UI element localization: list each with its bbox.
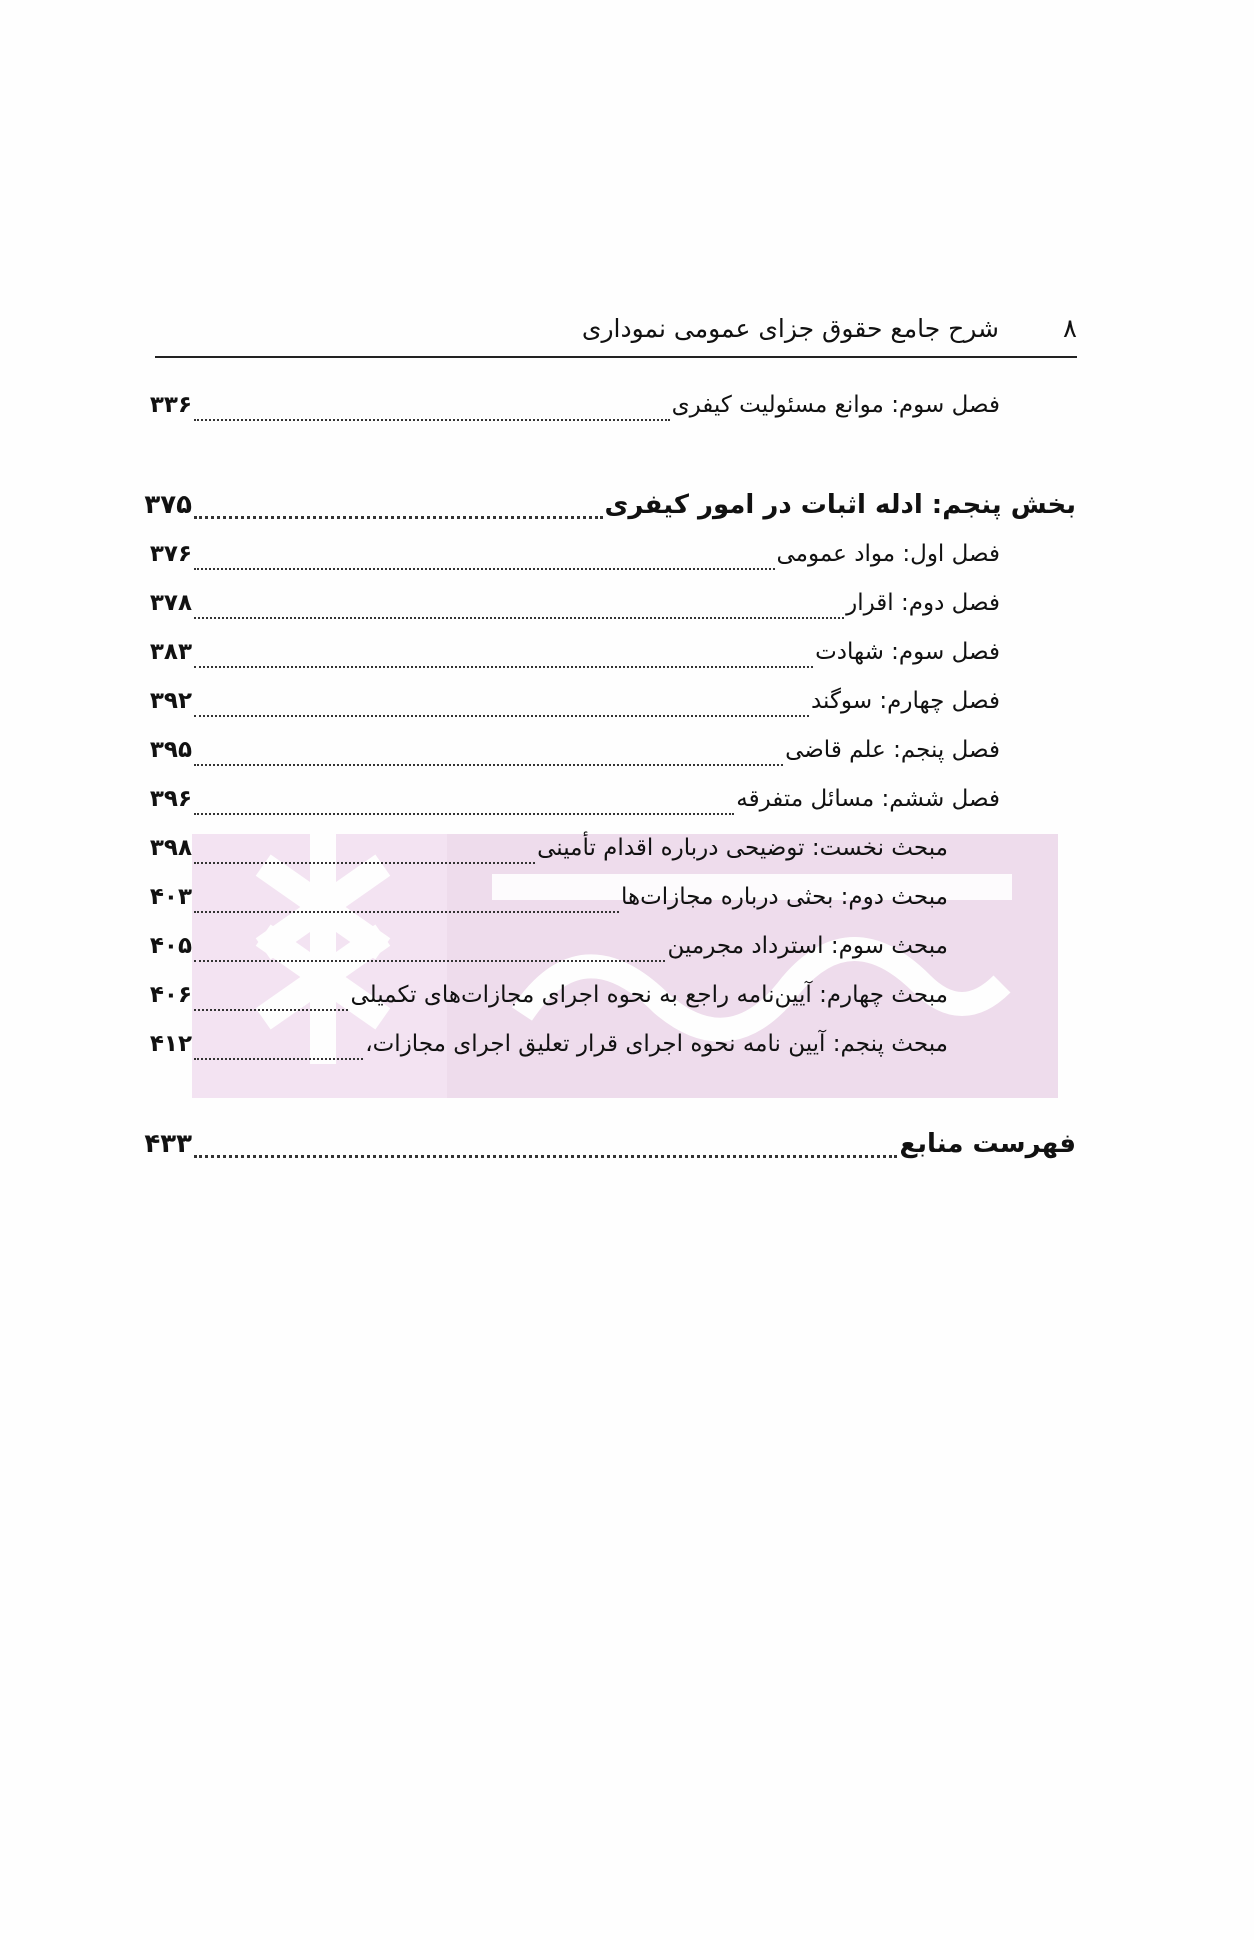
toc-entry-page: ۳۹۵ xyxy=(149,737,192,763)
toc-entry-section[interactable] xyxy=(150,884,948,924)
toc-entry-label: فصل چهارم: سوگند xyxy=(810,688,1000,714)
toc-entry-chapter[interactable] xyxy=(150,541,1000,581)
toc-entry-label: بخش پنجم: ادله اثبات در امور کیفری xyxy=(604,490,1076,520)
toc-entry-label: مبحث پنجم: آیین نامه نحوه اجرای قرار تعلیق اجرای مجازات، xyxy=(365,1031,948,1057)
dot-leader xyxy=(194,515,603,519)
toc-entry-page: ۳۷۶ xyxy=(149,541,192,567)
book-title: شرح جامع حقوق جزای عمومی نموداری xyxy=(581,314,999,343)
toc-entry-label: فهرست منابع xyxy=(899,1129,1076,1159)
dot-leader xyxy=(194,418,670,421)
toc-entry-page: ۳۷۵ xyxy=(144,490,192,520)
toc-entry-label: فصل پنجم: علم قاضی xyxy=(785,737,1000,763)
toc-entry-section[interactable] xyxy=(150,1031,948,1071)
toc-entry-label: فصل سوم: موانع مسئولیت کیفری xyxy=(671,392,1000,418)
toc-entry-page: ۴۰۳ xyxy=(149,884,192,910)
dot-leader xyxy=(194,616,844,619)
toc-entry-page: ۳۹۶ xyxy=(149,786,192,812)
dot-leader xyxy=(194,861,535,864)
toc-entry-chapter[interactable] xyxy=(150,737,1000,777)
toc-entry-label: مبحث دوم: بحثی درباره مجازات‌ها xyxy=(620,884,948,910)
toc-entry-chapter[interactable] xyxy=(150,688,1000,728)
toc-entry-label: فصل اول: مواد عمومی xyxy=(776,541,1000,567)
dot-leader xyxy=(194,714,809,717)
toc-entry-page: ۴۳۳ xyxy=(144,1129,192,1159)
toc-entry-chapter[interactable] xyxy=(150,639,1000,679)
toc-entry-chapter[interactable] xyxy=(150,786,1000,826)
toc-entry-page: ۳۹۸ xyxy=(149,835,192,861)
toc-entry-label: فصل دوم: اقرار xyxy=(846,590,1000,616)
toc-entry-label: مبحث سوم: استرداد مجرمین xyxy=(667,933,948,959)
toc-entry-label: مبحث چهارم: آیین‌نامه راجع به نحوه اجرای مجازات‌های تکمیلی xyxy=(350,982,948,1008)
dot-leader xyxy=(194,567,775,570)
toc-entry-page: ۴۱۲ xyxy=(149,1031,192,1057)
toc-entry-part[interactable] xyxy=(144,1129,1076,1169)
dot-leader xyxy=(194,1008,348,1011)
toc-entry-section[interactable] xyxy=(150,982,948,1022)
toc-entry-label: فصل ششم: مسائل متفرقه xyxy=(736,786,1000,812)
toc-entry-label: فصل سوم: شهادت xyxy=(815,639,1000,665)
dot-leader xyxy=(194,910,619,913)
dot-leader xyxy=(194,763,783,766)
toc-entry-section[interactable] xyxy=(150,835,948,875)
page-header xyxy=(155,300,1077,358)
toc-entry-section[interactable] xyxy=(150,933,948,973)
dot-leader xyxy=(194,1154,897,1158)
page-number: ۸ xyxy=(1063,314,1077,344)
toc-entry-page: ۳۹۲ xyxy=(149,688,192,714)
dot-leader xyxy=(194,1057,363,1060)
toc-entry-chapter[interactable] xyxy=(150,590,1000,630)
dot-leader xyxy=(194,959,665,962)
toc-entry-page: ۴۰۶ xyxy=(149,982,192,1008)
dot-leader xyxy=(194,812,734,815)
toc-entry-page: ۳۳۶ xyxy=(149,392,192,418)
toc-entry-part[interactable] xyxy=(144,490,1076,530)
toc-entry-page: ۳۷۸ xyxy=(149,590,192,616)
toc-entry-chapter[interactable] xyxy=(150,392,1000,432)
dot-leader xyxy=(194,665,813,668)
toc-entry-page: ۴۰۵ xyxy=(149,933,192,959)
toc-entry-label: مبحث نخست: توضیحی درباره اقدام تأمینی xyxy=(537,835,948,861)
toc-entry-page: ۳۸۳ xyxy=(149,639,192,665)
